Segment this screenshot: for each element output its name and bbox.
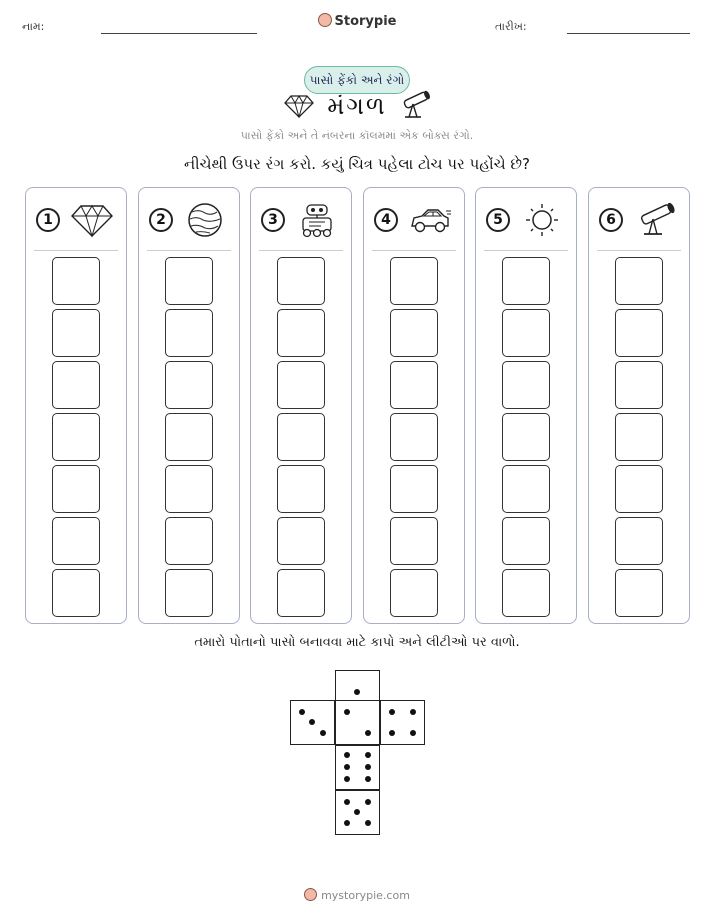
color-box[interactable] (277, 517, 325, 565)
date-line (567, 33, 690, 34)
cut-instruction: તમારો પોતાનો પાસો બનાવવા માટે કાપો અને લીટીઓ પર વાળો. (194, 635, 520, 650)
color-box[interactable] (277, 361, 325, 409)
footer-url[interactable]: mystorypie.com (321, 889, 410, 902)
column-number: 3 (261, 208, 285, 232)
question: નીચેથી ઉપર રંગ કરો. કયું ચિત્ર પહેલા ટોચ પર પહોંચે છે? (184, 155, 530, 173)
column-4 (363, 187, 465, 624)
telescope-icon (396, 90, 432, 120)
mascot-icon (304, 888, 317, 901)
color-box[interactable] (502, 413, 550, 461)
column-3 (250, 187, 352, 624)
pip (344, 764, 350, 770)
color-box[interactable] (390, 517, 438, 565)
color-box[interactable] (615, 465, 663, 513)
pip (365, 730, 371, 736)
column-number: 6 (599, 208, 623, 232)
planet-mars-icon (183, 202, 227, 238)
color-box[interactable] (165, 309, 213, 357)
color-box[interactable] (277, 465, 325, 513)
pip (354, 689, 360, 695)
color-box[interactable] (52, 361, 100, 409)
pip (299, 709, 305, 715)
pip (320, 730, 326, 736)
color-box[interactable] (52, 413, 100, 461)
brand-name: Storypie (334, 14, 397, 29)
column-divider (147, 250, 231, 251)
mascot-icon (318, 13, 332, 27)
sun-icon (520, 202, 564, 238)
column-number: 2 (149, 208, 173, 232)
pip (410, 709, 416, 715)
telescope-icon (633, 202, 677, 238)
pip (344, 709, 350, 715)
color-box[interactable] (52, 465, 100, 513)
pip (309, 719, 315, 725)
color-box[interactable] (502, 257, 550, 305)
subtitle: પાસો ફેંકો અને તે નંબરના કૉલમમાં એક બોક્સ રંગો. (240, 129, 474, 142)
column-6 (588, 187, 690, 624)
rover-robot-icon (295, 202, 339, 238)
color-box[interactable] (502, 361, 550, 409)
color-box[interactable] (615, 517, 663, 565)
pip (354, 809, 360, 815)
pip (365, 820, 371, 826)
column-divider (34, 250, 118, 251)
pip (365, 752, 371, 758)
color-box[interactable] (390, 569, 438, 617)
column-divider (484, 250, 568, 251)
column-1 (25, 187, 127, 624)
activity-pill: પાસો ફેંકો અને રંગો (304, 66, 410, 94)
die-face-6 (335, 745, 380, 790)
column-number: 1 (36, 208, 60, 232)
color-box[interactable] (615, 413, 663, 461)
color-box[interactable] (165, 517, 213, 565)
color-box[interactable] (502, 569, 550, 617)
diamond-icon (70, 202, 114, 238)
die-face-5 (335, 790, 380, 835)
color-box[interactable] (390, 413, 438, 461)
color-box[interactable] (165, 413, 213, 461)
color-box[interactable] (165, 361, 213, 409)
column-divider (259, 250, 343, 251)
color-box[interactable] (615, 309, 663, 357)
color-box[interactable] (390, 309, 438, 357)
pip (344, 776, 350, 782)
pip (344, 820, 350, 826)
name-line (101, 33, 257, 34)
color-box[interactable] (277, 569, 325, 617)
column-number: 5 (486, 208, 510, 232)
color-box[interactable] (52, 569, 100, 617)
title-row (0, 90, 714, 124)
die-face-2 (335, 700, 380, 745)
pip (389, 709, 395, 715)
color-box[interactable] (390, 361, 438, 409)
color-box[interactable] (277, 413, 325, 461)
pip (410, 730, 416, 736)
color-box[interactable] (615, 361, 663, 409)
column-number: 4 (374, 208, 398, 232)
color-box[interactable] (165, 465, 213, 513)
color-box[interactable] (52, 309, 100, 357)
color-box[interactable] (165, 257, 213, 305)
color-box[interactable] (502, 309, 550, 357)
pip (344, 752, 350, 758)
color-box[interactable] (277, 257, 325, 305)
color-box[interactable] (390, 465, 438, 513)
pip (365, 799, 371, 805)
color-box[interactable] (52, 517, 100, 565)
column-divider (372, 250, 456, 251)
brand-logo (0, 13, 714, 29)
color-box[interactable] (52, 257, 100, 305)
color-box[interactable] (502, 465, 550, 513)
footer (0, 888, 714, 902)
date-label: તારીખ: (495, 20, 527, 33)
color-box[interactable] (390, 257, 438, 305)
name-label: નામ: (22, 20, 45, 33)
pip (389, 730, 395, 736)
pip (365, 776, 371, 782)
pip (365, 764, 371, 770)
die-face-3 (290, 700, 335, 745)
color-box[interactable] (615, 257, 663, 305)
car-icon (408, 202, 452, 238)
page-title: મંગળ (327, 92, 387, 120)
column-2 (138, 187, 240, 624)
color-box[interactable] (615, 569, 663, 617)
die-face-4 (380, 700, 425, 745)
pip (344, 799, 350, 805)
column-divider (597, 250, 681, 251)
color-box[interactable] (165, 569, 213, 617)
color-box[interactable] (502, 517, 550, 565)
column-5 (475, 187, 577, 624)
color-box[interactable] (277, 309, 325, 357)
